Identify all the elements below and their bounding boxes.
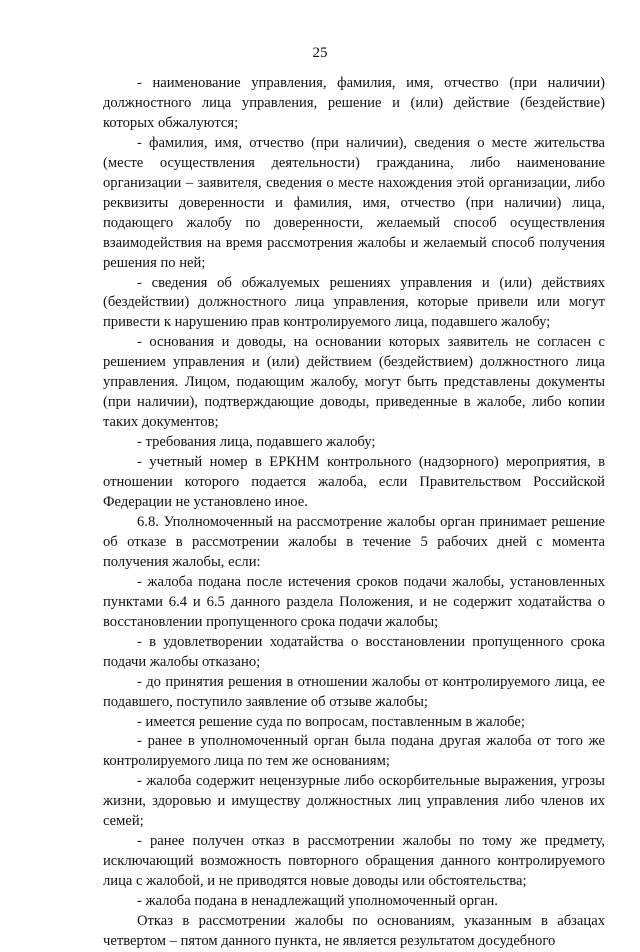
- paragraph: - требования лица, подавшего жалобу;: [137, 434, 376, 451]
- paragraph: - ранее получен отказ в рассмотрении жалобы по тому же предмету, исключающий возможность повторного обращения данного контролируемого лица с жалобой, и не приводятся новые доводы или обстоятельства;: [103, 833, 605, 890]
- section-paragraph: 6.8. Уполномоченный на рассмотрение жалобы орган принимает решение об отказе в рассмотрении жалобы в течение 5 рабочих дней с момента получения жалобы, если:: [103, 513, 605, 570]
- paragraph: - основания и доводы, на основании которых заявитель не согласен с решением управления и (или) действием (бездействием) должностного лица управления. Лицом, подающим жалобу, могут быть представлены документы (при наличии), подтверждающие доводы, приведенные в жалобе, либо копии таких документов;: [103, 334, 605, 431]
- page-content: [103, 74, 605, 952]
- paragraph: - фамилия, имя, отчество (при наличии), сведения о месте жительства (месте осуществления деятельности) гражданина, либо наименование организации – заявителя, сведения о месте нахождения этой организации, либо реквизиты доверенности и фамилия, имя, отчество (при наличии) лица, подающего жалобу по доверенности, желаемый способ осуществления взаимодействия на время рассмотрения жалобы и желаемый способ получения решения по ней;: [103, 134, 605, 271]
- paragraph: - жалоба содержит нецензурные либо оскорбительные выражения, угрозы жизни, здоровью и имуществу должностных лиц управления либо членов их семей;: [103, 773, 605, 830]
- paragraph: - учетный номер в ЕРКНМ контрольного (надзорного) мероприятия, в отношении которого подается жалоба, если Правительством Российской Федерации не установлено иное.: [103, 454, 605, 511]
- paragraph: Отказ в рассмотрении жалобы по основаниям, указанным в абзацах четвертом – пятом данного пункта, не является результатом досудебного: [103, 913, 605, 949]
- paragraph: - в удовлетворении ходатайства о восстановлении пропущенного срока подачи жалобы отказано;: [103, 633, 605, 670]
- paragraph: - наименование управления, фамилия, имя, отчество (при наличии) должностного лица управления, решение и (или) действие (бездействие) которых обжалуются;: [103, 75, 605, 131]
- paragraph: - сведения об обжалуемых решениях управления и (или) действиях (бездействии) должностного лица управления, которые привели или могут привести к нарушению прав контролируемого лица, подавшего жалобу;: [103, 274, 605, 331]
- page-number: 25: [312, 45, 328, 61]
- paragraph: - имеется решение суда по вопросам, поставленным в жалобе;: [137, 713, 525, 730]
- paragraph: - жалоба подана в ненадлежащий уполномоченный орган.: [137, 893, 498, 910]
- paragraph: - ранее в уполномоченный орган была подана другая жалоба от того же контролируемого лица по тем же основаниям;: [103, 733, 605, 770]
- paragraph: - до принятия решения в отношении жалобы от контролируемого лица, ее подавшего, поступило заявление об отзыве жалобы;: [103, 673, 605, 710]
- paragraph: - жалоба подана после истечения сроков подачи жалобы, установленных пунктами 6.4 и 6.5 данного раздела Положения, и не содержит ходатайства о восстановлении пропущенного срока подачи жалобы;: [103, 573, 605, 630]
